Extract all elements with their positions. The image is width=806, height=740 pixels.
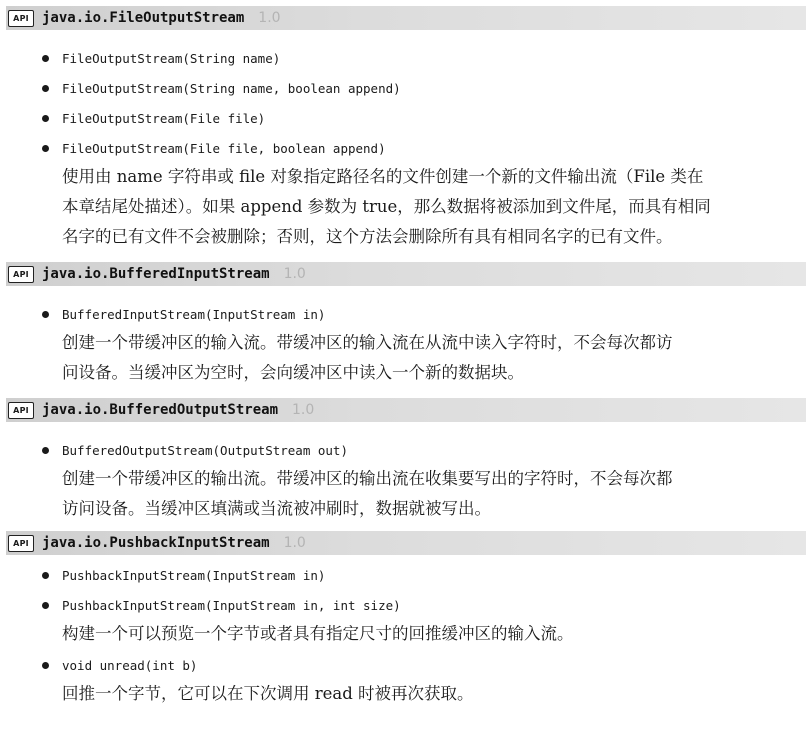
description-line: 名字的已有文件不会被删除；否则，这个方法会删除所有具有相同名字的已有文件。 (62, 227, 673, 246)
method-description (42, 619, 786, 649)
method-description (42, 679, 786, 709)
method-description (42, 328, 786, 388)
api-header (6, 262, 806, 286)
method-signature: BufferedOutputStream(OutputStream out) (62, 443, 348, 458)
method-description (42, 162, 786, 252)
api-method (42, 563, 786, 589)
bullet-icon (42, 447, 49, 454)
bullet-icon (42, 311, 49, 318)
api-badge-icon: API (8, 402, 34, 419)
description-line: 构建一个可以预览一个字节或者具有指定尺寸的回推缓冲区的输入流。 (62, 624, 574, 643)
api-header (6, 398, 806, 422)
method-signature: FileOutputStream(String name) (62, 51, 281, 66)
api-version: 1.0 (283, 266, 306, 282)
bullet-icon (42, 602, 49, 609)
api-class-name: java.io.BufferedInputStream (42, 266, 270, 282)
api-class-name: java.io.FileOutputStream (42, 10, 245, 26)
api-method (42, 593, 786, 649)
api-method (42, 46, 786, 72)
api-class-name: java.io.BufferedOutputStream (42, 402, 279, 418)
description-line: 创建一个带缓冲区的输出流。带缓冲区的输出流在收集要写出的字符时，不会每次都 (62, 469, 673, 488)
description-line: 本章结尾处描述）。如果 append 参数为 true，那么数据将被添加到文件尾，而具有相同 (62, 197, 711, 216)
bullet-icon (42, 85, 49, 92)
method-signature: FileOutputStream(File file) (62, 111, 266, 126)
bullet-icon (42, 572, 49, 579)
method-signature: BufferedInputStream(InputStream in) (62, 307, 326, 322)
api-header (6, 531, 806, 555)
api-version: 1.0 (258, 10, 281, 26)
method-description (42, 464, 786, 524)
api-badge-icon: API (8, 266, 34, 283)
bullet-icon (42, 55, 49, 62)
api-version: 1.0 (283, 535, 306, 551)
api-header (6, 6, 806, 30)
api-method (42, 653, 786, 709)
api-badge-icon: API (8, 10, 34, 27)
method-signature: FileOutputStream(File file, boolean append) (62, 141, 386, 156)
api-method (42, 106, 786, 132)
method-signature: FileOutputStream(String name, boolean append) (62, 81, 401, 96)
description-line: 创建一个带缓冲区的输入流。带缓冲区的输入流在从流中读入字符时，不会每次都访 (62, 333, 673, 352)
api-method (42, 136, 786, 252)
description-line: 访问设备。当缓冲区填满或当流被冲刷时，数据就被写出。 (62, 499, 491, 518)
description-line: 问设备。当缓冲区为空时，会向缓冲区中读入一个新的数据块。 (62, 363, 524, 382)
method-signature: PushbackInputStream(InputStream in, int size) (62, 598, 401, 613)
method-signature: void unread(int b) (62, 658, 198, 673)
method-signature: PushbackInputStream(InputStream in) (62, 568, 326, 583)
bullet-icon (42, 115, 49, 122)
api-method (42, 438, 786, 524)
bullet-icon (42, 145, 49, 152)
description-line: 使用由 name 字符串或 file 对象指定路径名的文件创建一个新的文件输出流（File 类在 (62, 167, 704, 186)
api-method (42, 76, 786, 102)
api-class-name: java.io.PushbackInputStream (42, 535, 270, 551)
api-badge-icon: API (8, 535, 34, 552)
bullet-icon (42, 662, 49, 669)
api-method (42, 302, 786, 388)
api-version: 1.0 (292, 402, 315, 418)
description-line: 回推一个字节，它可以在下次调用 read 时被再次获取。 (62, 684, 474, 703)
